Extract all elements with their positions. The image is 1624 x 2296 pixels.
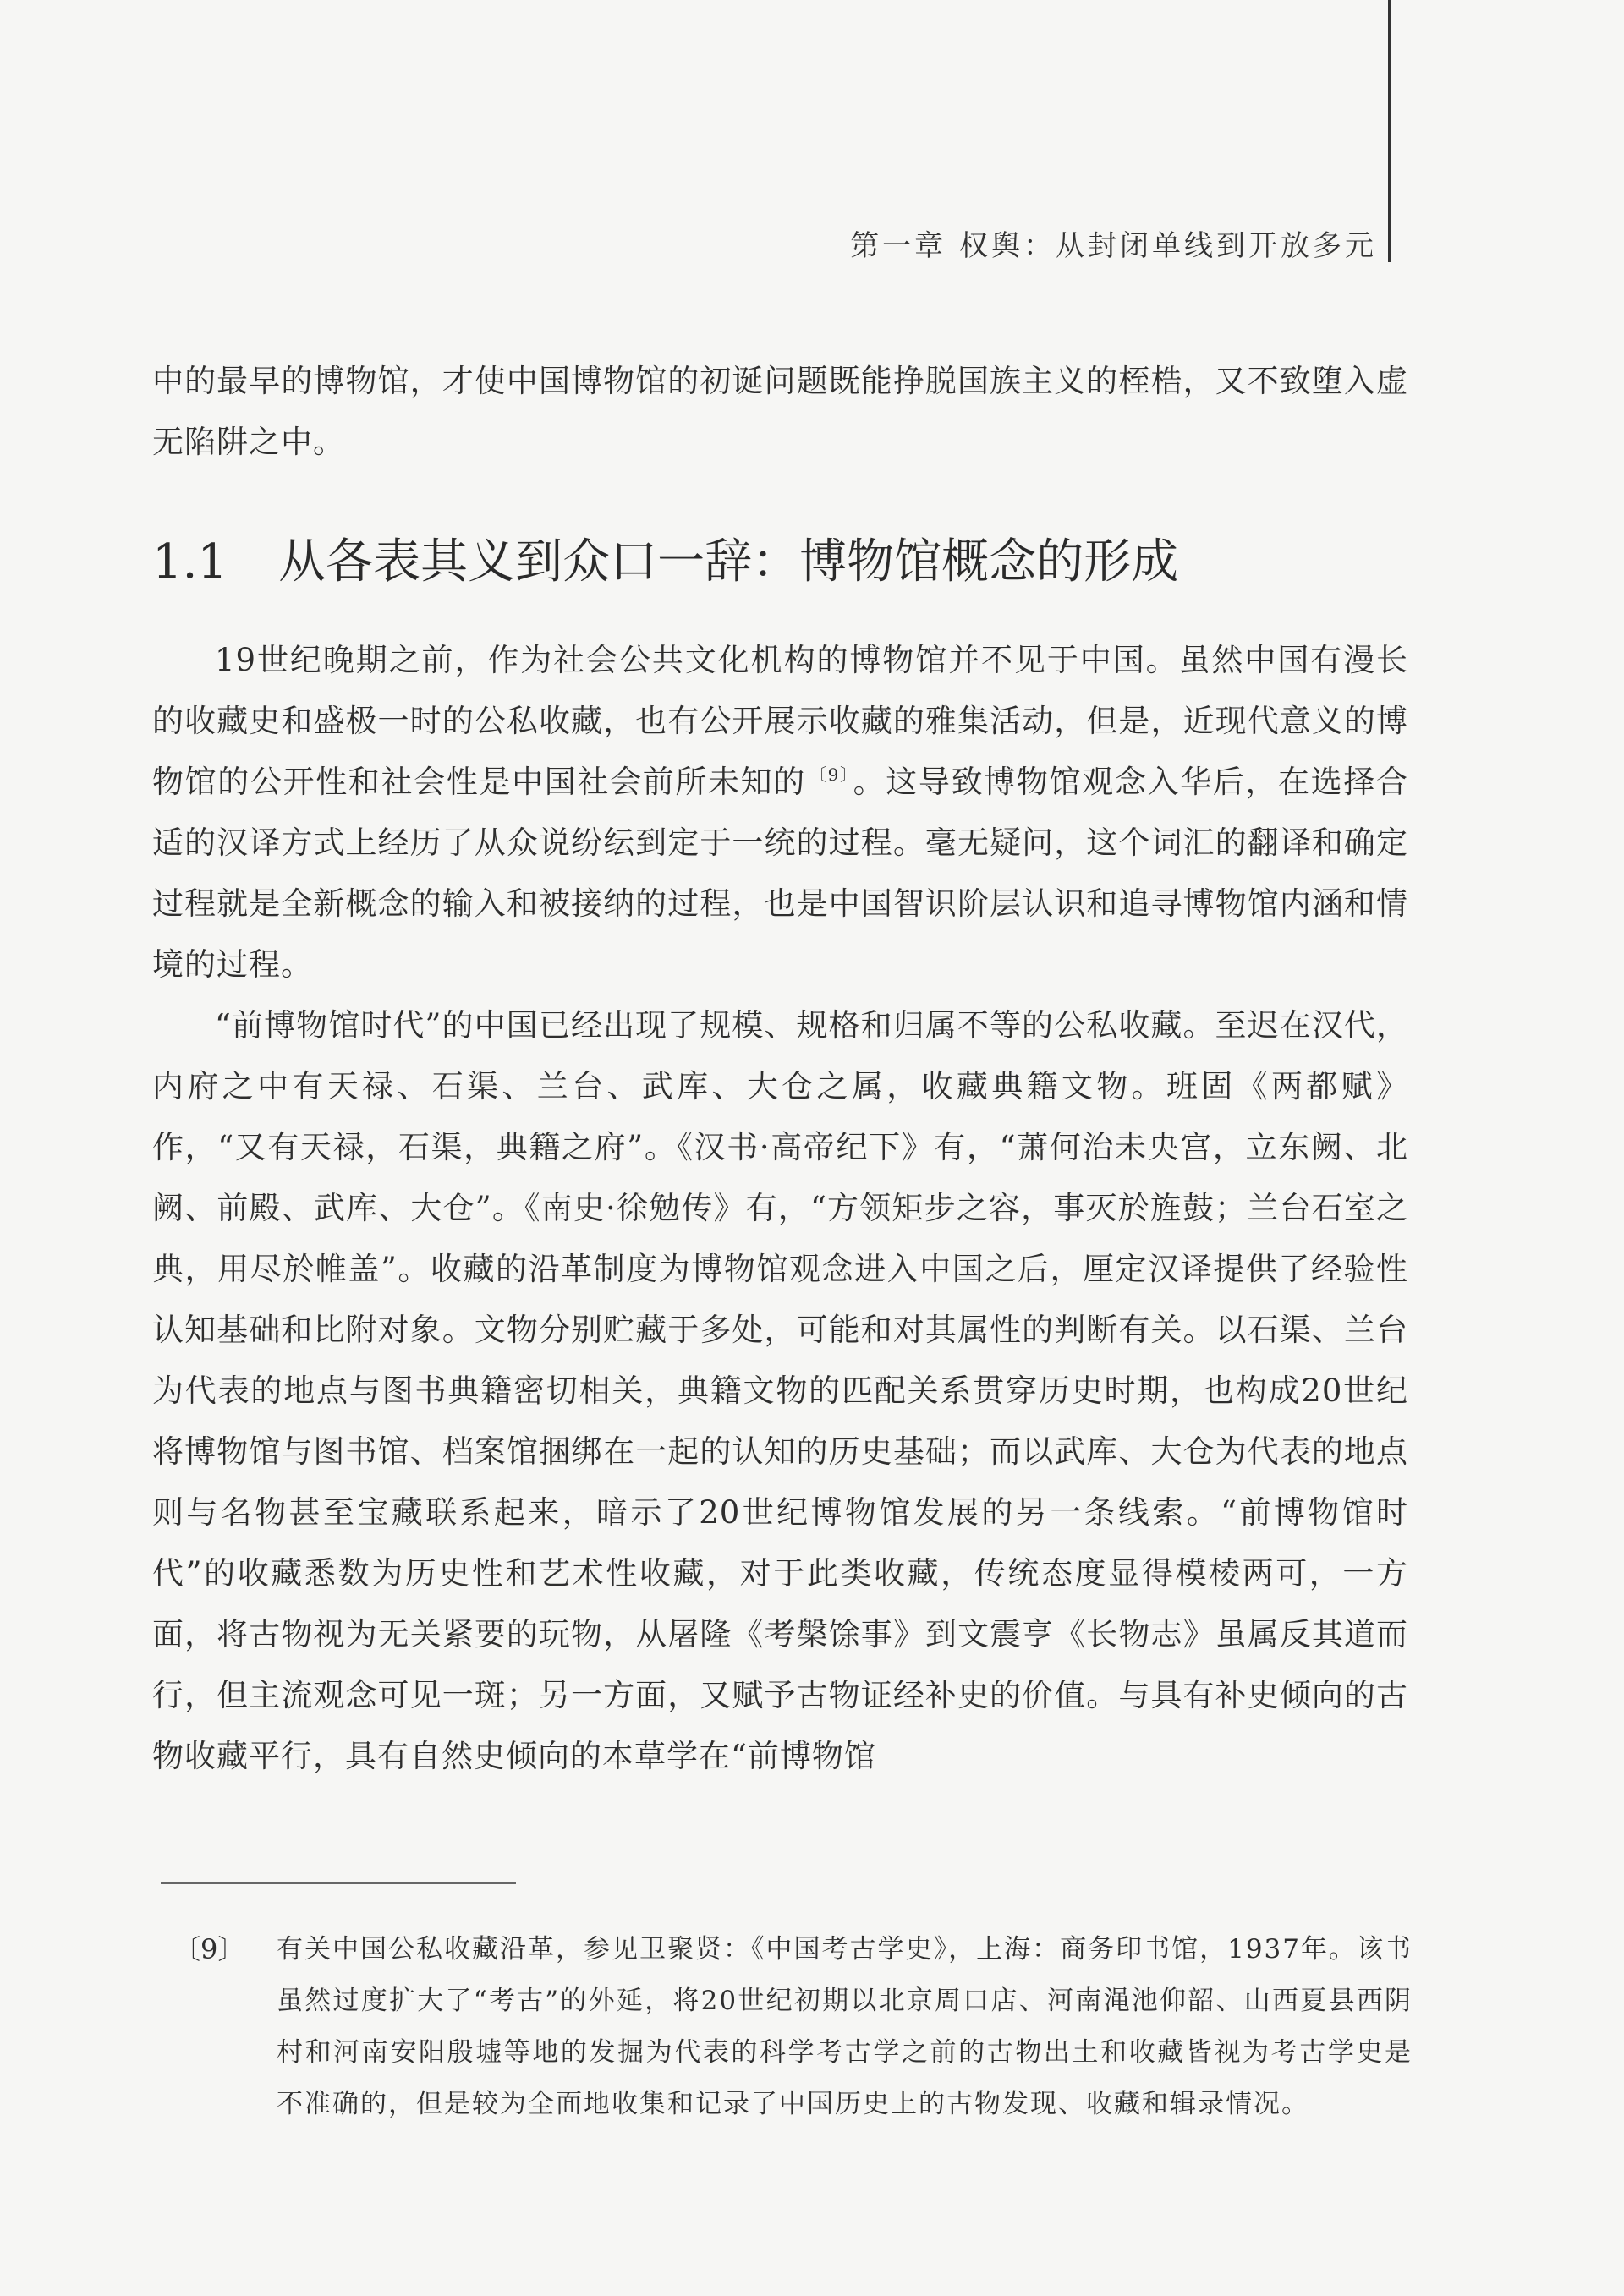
section-body — [152, 630, 1408, 1787]
section-number: 1.1 — [152, 534, 228, 589]
header-vertical-rule — [1388, 0, 1391, 262]
running-header: 第一章 权舆：从封闭单线到开放多元 — [850, 229, 1377, 263]
paragraph-1 — [152, 630, 1408, 995]
section-title: 从各表其义到众口一辞：博物馆概念的形成 — [278, 534, 1179, 589]
footnote-reference-9[interactable]: 〔9〕 — [809, 764, 850, 785]
footnote-separator — [161, 1882, 516, 1884]
paragraph-2: “前博物馆时代”的中国已经出现了规模、规格和归属不等的公私收藏。至迟在汉代，内府之中有天禄、石渠、兰台、武库、大仓之属，收藏典籍文物。班固《两都赋》作，“又有天禄，石渠，典籍之府”。《汉书·高帝纪下》有，“萧何治未央宫，立东阙、北阙、前殿、武库、大仓”。《南史·徐勉传》有，“方领矩步之容，事灭於旌鼓；兰台石室之典，用尽於帷盖”。收藏的沿革制度为博物馆观念进入中国之后，厘定汉译提供了经验性认知基础和比附对象。文物分别贮藏于多处，可能和对其属性的判断有关。以石渠、兰台为代表的地点与图书典籍密切相关，典籍文物的匹配关系贯穿历史时期，也构成20世纪将博物馆与图书馆、档案馆捆绑在一起的认知的历史基础；而以武库、大仓为代表的地点则与名物甚至宝藏联系起来，暗示了20世纪博物馆发展的另一条线索。“前博物馆时代”的收藏悉数为历史性和艺术性收藏，对于此类收藏，传统态度显得模棱两可，一方面，将古物视为无关紧要的玩物，从屠隆《考槃馀事》到文震亨《长物志》虽属反其道而行，但主流观念可见一斑；另一方面，又赋予古物证经补史的价值。与具有补史倾向的古物收藏平行，具有自然史倾向的本草学在“前博物馆 — [152, 1007, 1408, 1774]
section-heading — [152, 524, 1178, 592]
footnote-marker: 〔9〕 — [173, 1933, 245, 1965]
paragraph-1-text-b: 。这导致博物馆观念入华后，在选择合适的汉译方式上经历了从众说纷纭到定于一统的过程。毫无疑问，这个词汇的翻译和确定过程就是全新概念的输入和被接纳的过程，也是中国智识阶层认识和追寻博物馆内涵和情境的过程。 — [152, 764, 1409, 983]
footnote-9 — [173, 1924, 1413, 2130]
continuation-paragraph: 中的最早的博物馆，才使中国博物馆的初诞问题既能挣脱国族主义的桎梏，又不致堕入虚无陷阱之中。 — [152, 363, 1408, 460]
paragraph-1-text-a: 19世纪晚期之前，作为社会公共文化机构的博物馆并不见于中国。虽然中国有漫长的收藏史和盛极一时的公私收藏，也有公开展示收藏的雅集活动，但是，近现代意义的博物馆的公开性和社会性是中国社会前所未知的 — [152, 642, 1408, 800]
footnote-text: 有关中国公私收藏沿革，参见卫聚贤：《中国考古学史》，上海：商务印书馆，1937年。该书虽然过度扩大了“考古”的外延，将20世纪初期以北京周口店、河南渑池仰韶、山西夏县西阴村和河南安阳殷墟等地的发掘为代表的科学考古学之前的古物出土和收藏皆视为考古学史是不准确的，但是较为全面地收集和记录了中国历史上的古物发现、收藏和辑录情况。 — [277, 1934, 1413, 2119]
